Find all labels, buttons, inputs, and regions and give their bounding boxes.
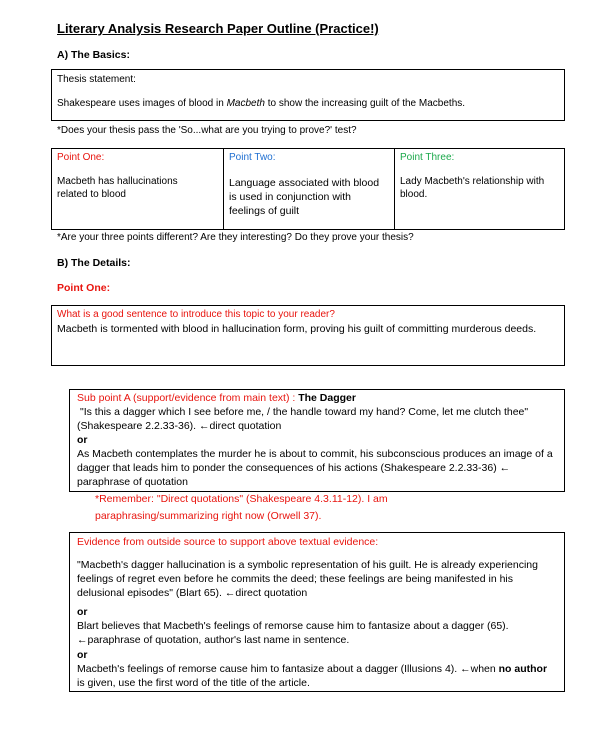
outside-or-1: or <box>77 606 88 618</box>
point-three-cell <box>394 149 564 229</box>
thesis-statement: Shakespeare uses images of blood in Macbeth to show the increasing guilt of the Macbeths. <box>57 98 466 109</box>
point-two-cell <box>223 149 394 229</box>
point-two-label: Point Two: <box>229 152 276 163</box>
intro-prompt: What is a good sentence to introduce this topic to your reader? <box>57 309 335 320</box>
sub-point-or: or <box>77 434 88 446</box>
point-three-label: Point Three: <box>400 152 455 163</box>
remember-note-line1: *Remember: "Direct quotations" (Shakespeare 4.3.11-12). I am <box>95 493 388 505</box>
section-a-heading: A) The Basics: <box>57 49 130 61</box>
point-one-text: Macbeth has hallucinations related to blood <box>57 176 178 200</box>
intro-sentence-box <box>51 305 565 366</box>
remember-note-line2: paraphrasing/summarizing right now (Orwell 37). <box>95 510 322 522</box>
section-b-heading: B) The Details: <box>57 257 131 269</box>
outside-item-1: "Macbeth's dagger hallucination is a symbolic representation of his guilt. He is already experiencing feelings of regret even before he commits the deed; these feelings are being manifested in his delusional episodes" (Blart 65). ←direct quotation <box>77 559 538 599</box>
sub-point-box <box>69 389 565 492</box>
points-check-note: *Are your three points different? Are they interesting? Do they prove your thesis? <box>57 232 414 243</box>
points-table <box>51 148 565 230</box>
thesis-box <box>51 69 565 121</box>
sub-point-quote: "Is this a dagger which I see before me, / the handle toward my hand? Come, let me clutch thee" (Shakespeare 2.2.33-36). ←direct quotation <box>77 406 529 432</box>
thesis-label: Thesis statement: <box>57 74 136 85</box>
outside-item-3: Macbeth's feelings of remorse cause him to fantasize about a dagger (Illusions 4). ←when no author is given, use the first word of the title of the article. <box>77 663 548 689</box>
outside-evidence-label: Evidence from outside source to support above textual evidence: <box>77 536 379 548</box>
intro-text: Macbeth is tormented with blood in hallucination form, proving his guilt of committing murderous deeds. <box>57 323 537 335</box>
page-title: Literary Analysis Research Paper Outline (Practice!) <box>57 21 379 36</box>
outside-item-2: Blart believes that Macbeth's feelings of remorse cause him to fantasize about a dagger (65). ←paraphrase of quotation, author's last name in sentence. <box>77 620 509 646</box>
point-one-details-label: Point One: <box>57 282 111 294</box>
point-one-cell <box>52 149 223 229</box>
point-two-text: Language associated with blood is used in conjunction with feelings of guilt <box>229 177 380 217</box>
outside-or-2: or <box>77 649 88 661</box>
outside-evidence-box <box>69 532 565 692</box>
sub-point-heading: Sub point A (support/evidence from main text) : The Dagger <box>77 392 356 404</box>
point-one-label: Point One: <box>57 152 105 163</box>
point-three-text: Lady Macbeth's relationship with blood. <box>400 176 545 200</box>
thesis-check-note: *Does your thesis pass the 'So...what are you trying to prove?' test? <box>57 125 357 136</box>
sub-point-paraphrase: As Macbeth contemplates the murder he is about to commit, his subconscious produces an image of a dagger that leads him to ponder the consequences of his actions (Shakespeare 2.2.33-36) ← paraphrase of quotation <box>77 448 553 488</box>
